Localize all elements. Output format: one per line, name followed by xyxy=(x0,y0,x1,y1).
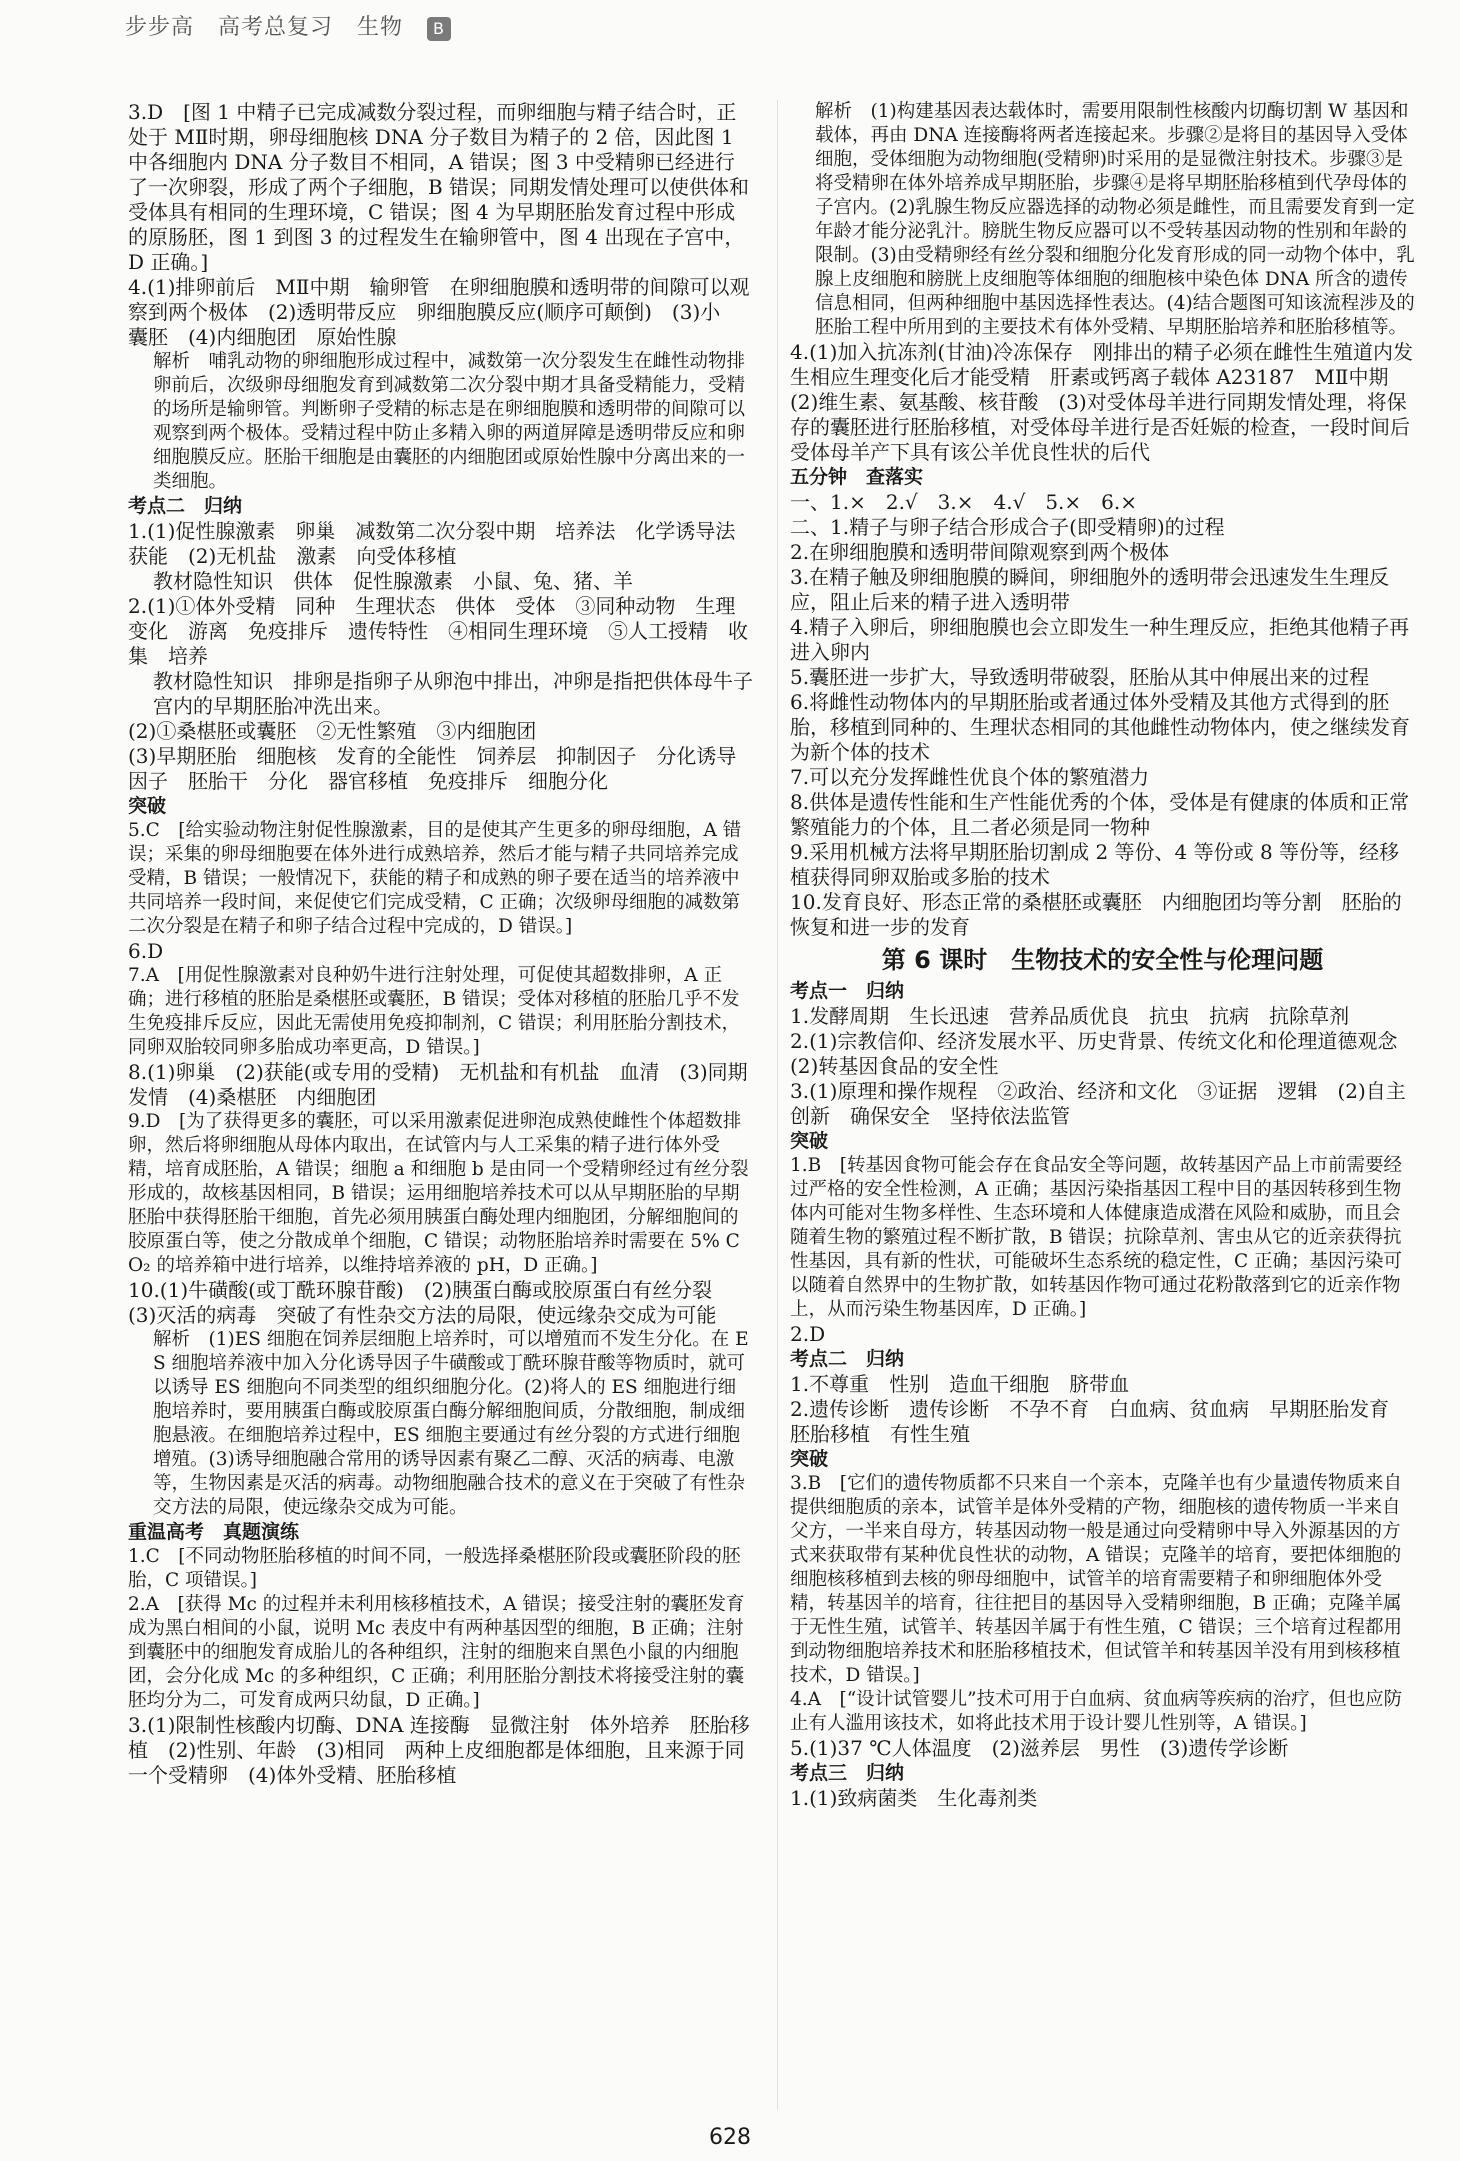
answer-paragraph: (2)①桑椹胚或囊胚 ②无性繁殖 ③内细胞团 xyxy=(128,719,537,743)
answer-paragraph: 1.(1)致病菌类 生化毒剂类 xyxy=(790,1786,1038,1810)
section-heading: 考点三 归纳 xyxy=(790,1762,905,1784)
answer-paragraph: 2.遗传诊断 遗传诊断 不孕不育 白血病、贫血病 早期胚胎发育 胚胎移植 有性生殖 xyxy=(790,1397,1410,1446)
answer-paragraph: 4.A [“设计试管婴儿”技术可用于白血病、贫血病等疾病的治疗，但也应防止有人滥用该技术，如将此技术用于设计婴儿性别等，A 错误。] xyxy=(790,1689,1403,1734)
answer-paragraph: 解析 (1)构建基因表达载体时，需要用限制性核酸内切酶切割 W 基因和载体，再由 DNA 连接酶将两者连接起来。步骤②是将目的基因导入受体细胞，受体细胞为动物细胞(受精卵)时采用的是显微注射技术。步骤③是将受精卵在体外培养成早期胚胎，步骤④是将早期胚胎移植到代孕母体的子宫内。(2)乳腺生物反应器选择的动物必须是雌性，而且需要发育到一定年龄才能分泌乳汁。膀胱生物反应器可以不受转基因动物的性别和年龄的限制。(3)由受精卵经有丝分裂和细胞分化发育形成的同一动物个体中，乳腺上皮细胞和膀胱上皮细胞等体细胞的细胞核中染色体 DNA 所含的遗传信息相同，但两种细胞中基因选择性表达。(4)结合题图可知该流程涉及的胚胎工程中所用到的主要技术有体外受精、早期胚胎培养和胚胎移植等。 xyxy=(815,101,1415,338)
section-heading: 考点一 归纳 xyxy=(790,980,905,1002)
answer-paragraph: 5.(1)37 ℃人体温度 (2)滋养层 男性 (3)遗传学诊断 xyxy=(790,1736,1289,1760)
answer-paragraph: 解析 哺乳动物的卵细胞形成过程中，减数第一次分裂发生在雌性动物排卵前后，次级卵母细胞发育到减数第二次分裂中期才具备受精能力，受精的场所是输卵管。判断卵子受精的标志是在卵细胞膜和透明带的间隙可以观察到两个极体。受精过程中防止多精入卵的两道屏障是透明带反应和卵细胞膜反应。胚胎干细胞是由囊胚的内细胞团或原始性腺中分离出来的一类细胞。 xyxy=(153,351,746,492)
answer-paragraph: 2.(1)宗教信仰、经济发展水平、历史背景、传统文化和伦理道德观念 (2)转基因食品的安全性 xyxy=(790,1029,1418,1078)
answer-paragraph: 3.(1)限制性核酸内切酶、DNA 连接酶 显微注射 体外培养 胚胎移植 (2)性别、年龄 (3)相同 两种上皮细胞都是体细胞，且来源于同一个受精卵 (4)体外受精、胚胎移植 xyxy=(128,1713,750,1787)
answer-paragraph: 教材隐性知识 供体 促性腺激素 小鼠、兔、猪、羊 xyxy=(153,569,633,593)
answer-paragraph: 3.D [图 1 中精子已完成减数分裂过程，而卵细胞与精子结合时，正处于 MⅡ时期，卵母细胞核 DNA 分子数目为精子的 2 倍，因此图 1 中各细胞内 DNA 分子数目不相同，A 错误；图 3 中受精卵已经进行了一次卵裂，形成了两个子细胞，B 错误；同期发情处理可以使供体和受体具有相同的生理环境，C 错误；图 4 为早期胚胎发育过程中形成的原肠胚，图 1 到图 3 的过程发生在输卵管中，图 4 出现在子宫中，D 正确。] xyxy=(128,100,750,274)
answer-paragraph: 4.(1)加入抗冻剂(甘油)冷冻保存 刚排出的精子必须在雌性生殖道内发生相应生理变化后才能受精 肝素或钙离子载体 A23187 MⅡ中期 (2)维生素、氨基酸、核苷酸 (3)对受体母羊进行同期发情处理，将保存的囊胚进行胚胎移植，对受体母羊进行是否妊娠的检查，一段时间后受体母羊产下具有该公羊优良性状的后代 xyxy=(790,340,1414,464)
answer-paragraph: 二、1.精子与卵子结合形成合子(即受精卵)的过程 xyxy=(790,515,1225,539)
section-heading: 突破 xyxy=(790,1448,829,1470)
left-column xyxy=(128,100,756,1788)
answer-paragraph: 8.(1)卵巢 (2)获能(或专用的受精) 无机盐和有机盐 血清 (3)同期发情 (4)桑椹胚 内细胞团 xyxy=(128,1060,748,1109)
answer-paragraph: 4.(1)排卵前后 MⅡ中期 输卵管 在卵细胞膜和透明带的间隙可以观察到两个极体 (2)透明带反应 卵细胞膜反应(顺序可颠倒) (3)小 囊胚 (4)内细胞团 原始性腺 xyxy=(128,275,750,349)
answer-paragraph: 6.将雌性动物体内的早期胚胎或者通过体外受精及其他方式得到的胚胎，移植到同种的、生理状态相同的其他雌性动物体内，使之继续发育为新个体的技术 xyxy=(790,690,1410,764)
answer-paragraph: 9.采用机械方法将早期胚胎切割成 2 等份、4 等份或 8 等份等，经移植获得同卵双胎或多胎的技术 xyxy=(790,840,1400,889)
answer-paragraph: 3.在精子触及卵细胞膜的瞬间，卵细胞外的透明带会迅速发生生理反应，阻止后来的精子进入透明带 xyxy=(790,565,1390,614)
answer-paragraph: 2.(1)①体外受精 同种 生理状态 供体 受体 ③同种动物 生理变化 游离 免疫排斥 遗传特性 ④相同生理环境 ⑤人工授精 收集 培养 xyxy=(128,594,748,668)
answer-paragraph: 2.D xyxy=(790,1322,826,1346)
answer-paragraph: 3.B [它们的遗传物质都不只来自一个亲本，克隆羊也有少量遗传物质来自提供细胞质的亲本，试管羊是体外受精的产物，细胞核的遗传物质一半来自父方，一半来自母方，转基因动物一般是通过向受精卵中导入外源基因的方式来获取带有某种优良性状的动物，A 错误；克隆羊的培育，要把体细胞的细胞核移植到去核的卵母细胞中，试管羊的培育需要精子和卵细胞体外受精，转基因羊的培育，往往把目的基因导入受精卵细胞，B 正确；克隆羊属于无性生殖，试管羊、转基因羊属于有性生殖，C 错误；三个培育过程都用到动物细胞培养技术和胚胎移植技术，但试管羊和转基因羊没有用到核移植技术，D 错误。] xyxy=(790,1473,1403,1686)
answer-paragraph: 8.供体是遗传性能和生产性能优秀的个体，受体是有健康的体质和正常繁殖能力的个体，且二者必须是同一物种 xyxy=(790,790,1410,839)
answer-paragraph: 10.(1)牛磺酸(或丁酰环腺苷酸) (2)胰蛋白酶或胶原蛋白有丝分裂 (3)灭活的病毒 突破了有性杂交方法的局限，使远缘杂交成为可能 xyxy=(128,1278,733,1327)
section-heading: 考点二 归纳 xyxy=(790,1348,905,1370)
answer-paragraph: 解析 (1)ES 细胞在饲养层细胞上培养时，可以增殖而不发生分化。在 ES 细胞培养液中加入分化诱导因子牛磺酸或丁酰环腺苷酸等物质时，就可以诱导 ES 细胞向不同类型的组织细胞分化。(2)将人的 ES 细胞进行细胞培养时，要用胰蛋白酶或胶原蛋白酶分解细胞间质，分散细胞，制成细胞悬液。在细胞培养过程中，ES 细胞主要通过有丝分裂的方式进行细胞增殖。(3)诱导细胞融合常用的诱导因素有聚乙二醇、灭活的病毒、电激等，生物因素是灭活的病毒。动物细胞融合技术的意义在于突破了有性杂交方法的局限，使远缘杂交成为可能。 xyxy=(153,1329,749,1518)
answer-paragraph: 一、1.× 2.√ 3.× 4.√ 5.× 6.× xyxy=(790,490,1138,514)
answer-paragraph: 7.可以充分发挥雌性优良个体的繁殖潜力 xyxy=(790,765,1150,789)
answer-paragraph: 6.D xyxy=(128,939,164,963)
section-heading: 五分钟 查落实 xyxy=(790,466,924,488)
running-header xyxy=(125,10,467,41)
lesson-title: 第 6 课时 生物技术的安全性与伦理问题 xyxy=(881,946,1324,974)
section-heading: 考点二 归纳 xyxy=(128,495,243,517)
answer-paragraph: 1.B [转基因食物可能会存在食品安全等问题，故转基因产品上市前需要经过严格的安全性检测，A 正确；基因污染指基因工程中目的基因转移到生物体内可能对生物多样性、生态环境和人体健康造成潜在风险和威胁，而且会随着生物的繁殖过程不断扩散，B 错误；抗除草剂、害虫从它的近亲获得抗性基因，具有新的性状，可能破坏生态系统的稳定性，C 正确；基因污染可以随着自然界中的生物扩散，如转基因作物可通过花粉散落到它的近亲作物上，从而污染生物基因库，D 正确。] xyxy=(790,1155,1403,1320)
edition-badge-icon: B xyxy=(427,17,451,41)
answer-paragraph: 7.A [用促性腺激素对良种奶牛进行注射处理，可促使其超数排卵，A 正确；进行移植的胚胎是桑椹胚或囊胚，B 错误；受体对移植的胚胎几乎不发生免疫排斥反应，因此无需使用免疫抑制剂，C 错误；利用胚胎分割技术，同卵双胎较同卵多胎成功率更高，D 错误。] xyxy=(128,965,741,1058)
answer-paragraph: 1.C [不同动物胚胎移植的时间不同，一般选择桑椹胚阶段或囊胚阶段的胚胎，C 项错误。] xyxy=(128,1546,741,1591)
answer-paragraph: 10.发育良好、形态正常的桑椹胚或囊胚 内细胞团均等分割 胚胎的恢复和进一步的发育 xyxy=(790,890,1402,939)
brand-name: 步步高 xyxy=(125,15,195,40)
column-divider xyxy=(777,100,778,2110)
answer-paragraph: 1.(1)促性腺激素 卵巢 减数第二次分裂中期 培养法 化学诱导法 获能 (2)无机盐 激素 向受体移植 xyxy=(128,519,756,568)
answer-paragraph: 教材隐性知识 排卵是指卵子从卵泡中排出，冲卵是指把供体母牛子宫内的早期胚胎冲洗出来。 xyxy=(153,669,753,718)
answer-paragraph: 5.囊胚进一步扩大，导致透明带破裂，胚胎从其中伸展出来的过程 xyxy=(790,665,1370,689)
page-number: 628 xyxy=(709,2125,751,2150)
answer-paragraph: 2.A [获得 Mc 的过程并未利用核移植技术，A 错误；接受注射的囊胚发育成为黑白相间的小鼠，说明 Mc 表皮中有两种基因型的细胞，B 正确；注射到囊胚中的细胞发育成胎儿的各种组织，注射的细胞来自黑色小鼠的内细胞团，会分化成 Mc 的多种组织，C 正确；利用胚胎分割技术将接受注射的囊胚均分为二，可发育成两只幼鼠，D 正确。] xyxy=(128,1594,745,1711)
section-heading: 突破 xyxy=(790,1130,829,1152)
book-title: 高考总复习 xyxy=(218,15,334,40)
answer-paragraph: 3.(1)原理和操作规程 ②政治、经济和文化 ③证据 逻辑 (2)自主创新 确保安全 坚持依法监管 xyxy=(790,1079,1406,1128)
subject-name: 生物 xyxy=(357,15,404,40)
answer-paragraph: 5.C [给实验动物注射促性腺激素，目的是使其产生更多的卵母细胞，A 错误；采集的卵母细胞要在体外进行成熟培养，然后才能与精子共同培养完成受精，B 错误；一般情况下，获能的精子和成熟的卵子要在适当的培养液中共同培养一段时间，来促使它们完成受精，C 正确；次级卵母细胞的减数第二次分裂是在精子和卵子结合过程中完成的，D 错误。] xyxy=(128,820,742,937)
answer-paragraph: 4.精子入卵后，卵细胞膜也会立即发生一种生理反应，拒绝其他精子再进入卵内 xyxy=(790,615,1410,664)
section-heading: 突破 xyxy=(128,795,167,817)
answer-paragraph: 9.D [为了获得更多的囊胚，可以采用激素促进卵泡成熟使雌性个体超数排卵，然后将卵细胞从母体内取出，在试管内与人工采集的精子进行体外受精，培育成胚胎，A 错误；细胞 a 和细胞 b 是由同一个受精卵经过有丝分裂形成的，故核基因相同，B 错误；运用细胞培养技术可以从早期胚胎的早期胚胎中获得胚胎干细胞，首先必须用胰蛋白酶处理内细胞团，分解细胞间的胶原蛋白等，使之分散成单个细胞，C 错误；动物胚胎培养时需要在 5% CO₂ 的培养箱中进行培养，以维持培养液的 pH，D 正确。] xyxy=(128,1111,749,1276)
section-heading: 重温高考 真题演练 xyxy=(128,1521,300,1543)
answer-paragraph: 2.在卵细胞膜和透明带间隙观察到两个极体 xyxy=(790,540,1170,564)
answer-paragraph: 1.发酵周期 生长迅速 营养品质优良 抗虫 抗病 抗除草剂 xyxy=(790,1004,1350,1028)
right-column xyxy=(790,100,1418,1811)
answer-paragraph: (3)早期胚胎 细胞核 发育的全能性 饲养层 抑制因子 分化诱导因子 胚胎干 分化 器官移植 免疫排斥 细胞分化 xyxy=(128,744,737,793)
answer-paragraph: 1.不尊重 性别 造血干细胞 脐带血 xyxy=(790,1372,1130,1396)
